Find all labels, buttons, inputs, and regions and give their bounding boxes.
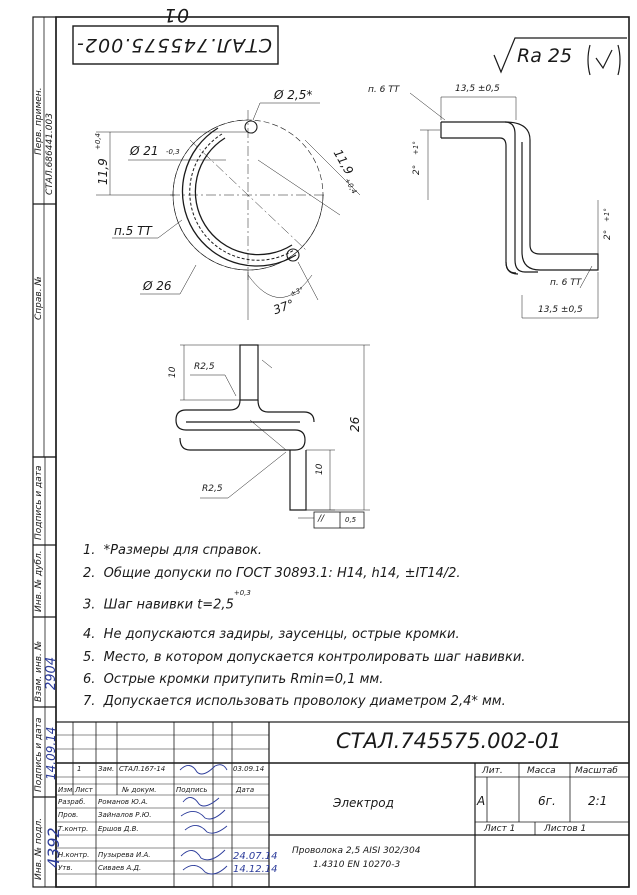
mass-value: 6г. <box>538 794 556 808</box>
vzam-inv-label: Взам. инв. № <box>34 640 44 702</box>
inv-podl-value: 4392 <box>44 827 63 868</box>
perv-primen-value: СТАЛ.686441.003 <box>45 113 55 195</box>
person-role: Пров. <box>58 811 79 819</box>
person-role: Разраб. <box>58 798 86 806</box>
person-name: Зайналов Р.Ю. <box>98 811 152 819</box>
vzam-inv-value: 2904 <box>44 656 59 690</box>
inv-dubl-label: Инв. № дубл. <box>34 550 44 612</box>
tolerance-value: 0,5 <box>345 516 357 524</box>
dim-inner-diameter: Ø 21 <box>130 144 159 158</box>
note-7: 7. Допускается использовать проволоку диаметром 2,4* мм. <box>83 694 506 709</box>
front-view <box>176 345 370 528</box>
change-doc: СТАЛ.167-14 <box>119 765 166 773</box>
part-name: Электрод <box>333 796 394 810</box>
note-5: 5. Место, в котором допускается контролировать шаг навивки. <box>83 650 526 665</box>
sheets-total: Листов 1 <box>544 824 587 834</box>
dim-top-leg: 10 <box>168 366 178 378</box>
person-name: Пузырева И.А. <box>98 851 151 859</box>
hdr-date: Дата <box>236 786 255 794</box>
sheet-number: Лист 1 <box>484 824 516 834</box>
dim-right: 11,9 <box>330 146 357 178</box>
dim-angle: 37° <box>271 296 297 318</box>
person-role: Утв. <box>58 864 73 872</box>
person-name: Ершов Д.В. <box>98 825 139 833</box>
angle-left: 2° <box>412 164 422 175</box>
note-2: 2. Общие допуски по ГОСТ 30893.1: H14, h14, ±IT14/2. <box>83 566 461 581</box>
roughness-label: Ra 25 <box>517 45 573 67</box>
note-1: 1. *Размеры для справок. <box>83 543 263 558</box>
angle-left-tolerance: +1° <box>412 141 420 155</box>
note-3: 3. Шаг навивки $t=2,5^{+0,3}$ <box>83 589 251 613</box>
person-role: Т.контр. <box>58 825 89 833</box>
change-role: Зам. <box>98 765 115 773</box>
hdr-izm: Изм. <box>58 786 75 794</box>
note-6: 6. Острые кромки притупить Rmin=0,1 мм. <box>83 672 384 687</box>
dim-angle-tolerance: ±3° <box>289 285 305 299</box>
note-p6-top: п. 6 ТТ <box>368 85 400 95</box>
note-p6-bottom: п. 6 ТТ <box>550 278 582 288</box>
radius-bottom: R2,5 <box>202 484 223 494</box>
change-num: 1 <box>77 765 82 773</box>
podp-data2-value: 14.09.14 <box>44 726 58 780</box>
dim-wire-diameter: Ø 2,5* <box>274 88 313 102</box>
hdr-sign: Подпись <box>176 786 208 794</box>
note-4: 4. Не допускаются задиры, заусенцы, острые кромки. <box>83 627 460 642</box>
top-stamp-designation: СТАЛ.745575.002-01 <box>76 4 272 56</box>
dim-left: 11,9 <box>96 158 110 185</box>
material-line2: 1.4310 EN 10270-3 <box>313 860 401 870</box>
angle-right-tolerance: +1° <box>603 208 611 222</box>
dim-right-tolerance: +0,4 <box>342 176 359 196</box>
person-role: Н.контр. <box>58 851 90 859</box>
col-scale: Масштаб <box>575 766 618 776</box>
dim-bottom-length: 13,5 ±0,5 <box>538 305 583 315</box>
signature-scribbles <box>175 760 233 885</box>
radius-top: R2,5 <box>194 362 215 372</box>
person-date: 14.12.14 <box>233 864 278 875</box>
scale-value: 2:1 <box>588 794 608 808</box>
col-mass: Масса <box>527 766 556 776</box>
material-line1: Проволока 2,5 AISI 302/304 <box>292 846 421 856</box>
dim-bottom-leg: 10 <box>315 463 325 475</box>
angle-right: 2° <box>603 229 613 240</box>
podp-data-label: Подпись и дата <box>34 465 44 540</box>
person-name: Сиваев А.Д. <box>98 864 142 872</box>
inv-podl-label: Инв. № подл. <box>34 817 44 880</box>
person-name: Романов Ю.А. <box>98 798 149 806</box>
sprav-label: Справ. № <box>34 276 44 320</box>
note-p5: п.5 ТТ <box>114 224 152 238</box>
designation: СТАЛ.745575.002-01 <box>336 729 562 753</box>
change-date: 03.09.14 <box>233 765 265 773</box>
podp-data2-label: Подпись и дата <box>34 717 44 792</box>
dim-left-tolerance: +0,4 <box>94 133 102 150</box>
dim-total-height: 26 <box>348 416 362 432</box>
person-date: 24.07.14 <box>233 851 278 862</box>
ring-view <box>96 103 360 320</box>
hdr-doc: № докум. <box>122 786 157 794</box>
tolerance-symbol: // <box>318 514 325 524</box>
dim-inner-tolerance: -0,3 <box>166 148 180 156</box>
dim-outer-diameter: Ø 26 <box>143 279 172 293</box>
col-lit: Лит. <box>482 766 503 776</box>
hdr-list: Лист <box>75 786 93 794</box>
perv-primen-label: Перв. примен. <box>34 87 44 155</box>
dim-top-length: 13,5 ±0,5 <box>455 84 500 94</box>
lit-value: А <box>477 794 486 808</box>
